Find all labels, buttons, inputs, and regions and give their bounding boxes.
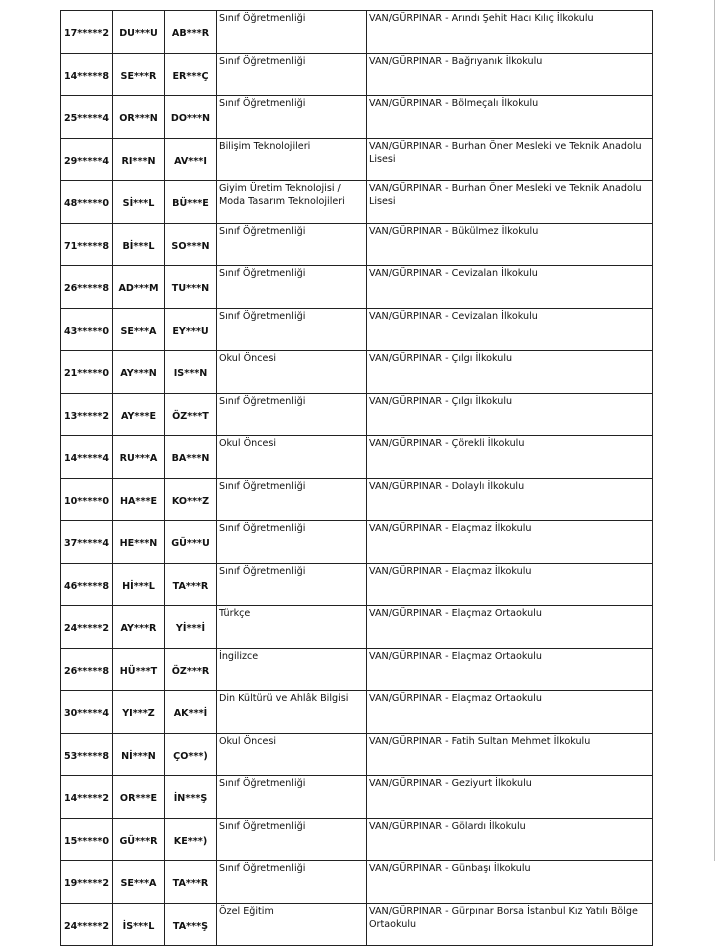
tc-number-cell: 13*****2 (61, 393, 113, 436)
last-name-cell: BÜ***E (165, 181, 217, 224)
branch-cell: Sınıf Öğretmenliği (217, 563, 367, 606)
tc-number-cell: 29*****4 (61, 138, 113, 181)
school-cell: VAN/GÜRPINAR - Çörekli İlkokulu (367, 436, 653, 479)
branch-cell: Giyim Üretim Teknolojisi / Moda Tasarım Teknolojileri (217, 181, 367, 224)
last-name-cell: TA***Ş (165, 903, 217, 946)
tc-number-cell: 24*****2 (61, 903, 113, 946)
page-edge (714, 0, 715, 861)
school-cell: VAN/GÜRPINAR - Elaçmaz Ortaokulu (367, 691, 653, 734)
first-name-cell: SE***A (113, 308, 165, 351)
branch-cell: Sınıf Öğretmenliği (217, 818, 367, 861)
first-name-cell: AY***E (113, 393, 165, 436)
tc-number-cell: 48*****0 (61, 181, 113, 224)
school-cell: VAN/GÜRPINAR - Fatih Sultan Mehmet İlkokulu (367, 733, 653, 776)
school-cell: VAN/GÜRPINAR - Elaçmaz İlkokulu (367, 521, 653, 564)
first-name-cell: SE***A (113, 861, 165, 904)
first-name-cell: HA***E (113, 478, 165, 521)
first-name-cell: DU***U (113, 11, 165, 54)
last-name-cell: İN***Ş (165, 776, 217, 819)
branch-cell: Sınıf Öğretmenliği (217, 266, 367, 309)
first-name-cell: İS***L (113, 903, 165, 946)
assignment-table-container (60, 10, 652, 946)
branch-cell: Sınıf Öğretmenliği (217, 521, 367, 564)
table-row (61, 648, 653, 691)
school-cell: VAN/GÜRPINAR - Bağrıyanık İlkokulu (367, 53, 653, 96)
tc-number-cell: 14*****2 (61, 776, 113, 819)
branch-cell: Sınıf Öğretmenliği (217, 308, 367, 351)
first-name-cell: RU***A (113, 436, 165, 479)
last-name-cell: KO***Z (165, 478, 217, 521)
branch-cell: Özel Eğitim (217, 903, 367, 946)
tc-number-cell: 25*****4 (61, 96, 113, 139)
first-name-cell: OR***N (113, 96, 165, 139)
branch-cell: İngilizce (217, 648, 367, 691)
table-row (61, 223, 653, 266)
school-cell: VAN/GÜRPINAR - Dolaylı İlkokulu (367, 478, 653, 521)
school-cell: VAN/GÜRPINAR - Burhan Öner Mesleki ve Teknik Anadolu Lisesi (367, 138, 653, 181)
table-row (61, 181, 653, 224)
first-name-cell: Nİ***N (113, 733, 165, 776)
branch-cell: Din Kültürü ve Ahlâk Bilgisi (217, 691, 367, 734)
tc-number-cell: 30*****4 (61, 691, 113, 734)
tc-number-cell: 26*****8 (61, 648, 113, 691)
tc-number-cell: 17*****2 (61, 11, 113, 54)
school-cell: VAN/GÜRPINAR - Elaçmaz Ortaokulu (367, 606, 653, 649)
tc-number-cell: 14*****4 (61, 436, 113, 479)
branch-cell: Sınıf Öğretmenliği (217, 96, 367, 139)
last-name-cell: TA***R (165, 861, 217, 904)
last-name-cell: ÖZ***R (165, 648, 217, 691)
first-name-cell: Hİ***L (113, 563, 165, 606)
school-cell: VAN/GÜRPINAR - Çılgı İlkokulu (367, 393, 653, 436)
last-name-cell: SO***N (165, 223, 217, 266)
last-name-cell: TU***N (165, 266, 217, 309)
tc-number-cell: 53*****8 (61, 733, 113, 776)
last-name-cell: AK***İ (165, 691, 217, 734)
tc-number-cell: 21*****0 (61, 351, 113, 394)
first-name-cell: GÜ***R (113, 818, 165, 861)
assignment-table (60, 10, 653, 946)
first-name-cell: OR***E (113, 776, 165, 819)
branch-cell: Türkçe (217, 606, 367, 649)
last-name-cell: ÖZ***T (165, 393, 217, 436)
last-name-cell: Yİ***İ (165, 606, 217, 649)
last-name-cell: KE***) (165, 818, 217, 861)
branch-cell: Sınıf Öğretmenliği (217, 223, 367, 266)
table-row (61, 53, 653, 96)
table-row (61, 436, 653, 479)
tc-number-cell: 26*****8 (61, 266, 113, 309)
school-cell: VAN/GÜRPINAR - Cevizalan İlkokulu (367, 266, 653, 309)
table-row (61, 606, 653, 649)
table-row (61, 138, 653, 181)
table-row (61, 96, 653, 139)
branch-cell: Sınıf Öğretmenliği (217, 478, 367, 521)
first-name-cell: SE***R (113, 53, 165, 96)
table-row (61, 818, 653, 861)
tc-number-cell: 14*****8 (61, 53, 113, 96)
table-row (61, 478, 653, 521)
branch-cell: Sınıf Öğretmenliği (217, 776, 367, 819)
table-row (61, 563, 653, 606)
table-row (61, 903, 653, 946)
table-row (61, 691, 653, 734)
last-name-cell: BA***N (165, 436, 217, 479)
last-name-cell: AB***R (165, 11, 217, 54)
school-cell: VAN/GÜRPINAR - Gürpınar Borsa İstanbul Kız Yatılı Bölge Ortaokulu (367, 903, 653, 946)
branch-cell: Okul Öncesi (217, 436, 367, 479)
school-cell: VAN/GÜRPINAR - Elaçmaz Ortaokulu (367, 648, 653, 691)
first-name-cell: AD***M (113, 266, 165, 309)
school-cell: VAN/GÜRPINAR - Günbaşı İlkokulu (367, 861, 653, 904)
last-name-cell: ÇO***) (165, 733, 217, 776)
table-row (61, 266, 653, 309)
school-cell: VAN/GÜRPINAR - Elaçmaz İlkokulu (367, 563, 653, 606)
school-cell: VAN/GÜRPINAR - Gölardı İlkokulu (367, 818, 653, 861)
first-name-cell: AY***N (113, 351, 165, 394)
table-row (61, 308, 653, 351)
branch-cell: Sınıf Öğretmenliği (217, 861, 367, 904)
first-name-cell: Bİ***L (113, 223, 165, 266)
branch-cell: Sınıf Öğretmenliği (217, 11, 367, 54)
first-name-cell: RI***N (113, 138, 165, 181)
last-name-cell: ER***Ç (165, 53, 217, 96)
last-name-cell: EY***U (165, 308, 217, 351)
first-name-cell: AY***R (113, 606, 165, 649)
school-cell: VAN/GÜRPINAR - Burhan Öner Mesleki ve Teknik Anadolu Lisesi (367, 181, 653, 224)
first-name-cell: YI***Z (113, 691, 165, 734)
tc-number-cell: 46*****8 (61, 563, 113, 606)
table-row (61, 393, 653, 436)
school-cell: VAN/GÜRPINAR - Çılgı İlkokulu (367, 351, 653, 394)
branch-cell: Sınıf Öğretmenliği (217, 53, 367, 96)
tc-number-cell: 15*****0 (61, 818, 113, 861)
table-row (61, 11, 653, 54)
school-cell: VAN/GÜRPINAR - Bölmeçalı İlkokulu (367, 96, 653, 139)
table-row (61, 351, 653, 394)
last-name-cell: AV***I (165, 138, 217, 181)
first-name-cell: HE***N (113, 521, 165, 564)
tc-number-cell: 24*****2 (61, 606, 113, 649)
branch-cell: Sınıf Öğretmenliği (217, 393, 367, 436)
school-cell: VAN/GÜRPINAR - Cevizalan İlkokulu (367, 308, 653, 351)
last-name-cell: TA***R (165, 563, 217, 606)
branch-cell: Bilişim Teknolojileri (217, 138, 367, 181)
last-name-cell: DO***N (165, 96, 217, 139)
table-row (61, 776, 653, 819)
table-row (61, 733, 653, 776)
last-name-cell: GÜ***U (165, 521, 217, 564)
tc-number-cell: 71*****8 (61, 223, 113, 266)
table-row (61, 861, 653, 904)
branch-cell: Okul Öncesi (217, 351, 367, 394)
table-row (61, 521, 653, 564)
table-body (61, 11, 653, 946)
tc-number-cell: 37*****4 (61, 521, 113, 564)
school-cell: VAN/GÜRPINAR - Arındı Şehit Hacı Kılıç İlkokulu (367, 11, 653, 54)
school-cell: VAN/GÜRPINAR - Geziyurt İlkokulu (367, 776, 653, 819)
first-name-cell: Sİ***L (113, 181, 165, 224)
branch-cell: Okul Öncesi (217, 733, 367, 776)
tc-number-cell: 43*****0 (61, 308, 113, 351)
last-name-cell: IS***N (165, 351, 217, 394)
school-cell: VAN/GÜRPINAR - Bükülmez İlkokulu (367, 223, 653, 266)
tc-number-cell: 10*****0 (61, 478, 113, 521)
first-name-cell: HÜ***T (113, 648, 165, 691)
tc-number-cell: 19*****2 (61, 861, 113, 904)
